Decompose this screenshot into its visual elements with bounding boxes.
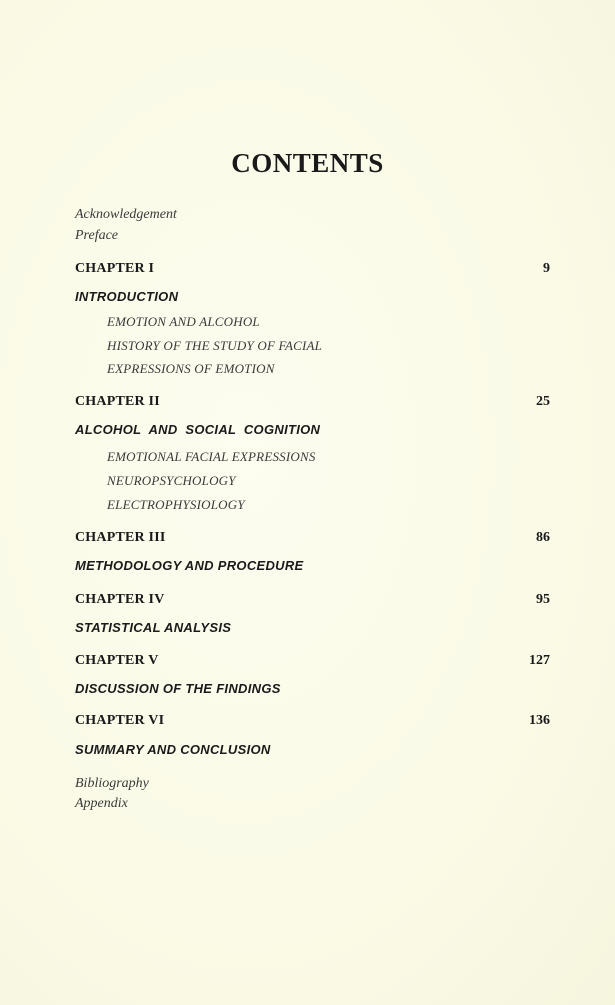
toc-chapter-4-page: 95: [536, 592, 550, 607]
toc-subsection[interactable]: HISTORY OF THE STUDY OF FACIAL: [107, 338, 323, 353]
toc-chapter-5-label[interactable]: CHAPTER V: [75, 653, 159, 668]
toc-chapter-3-heading[interactable]: METHODOLOGY AND PROCEDURE: [75, 558, 304, 573]
toc-chapter-4-heading[interactable]: STATISTICAL ANALYSIS: [75, 620, 232, 635]
toc-subsection[interactable]: ELECTROPHYSIOLOGY: [107, 497, 245, 512]
toc-chapter-1-label[interactable]: CHAPTER I: [75, 261, 155, 276]
toc-subsection[interactable]: EXPRESSIONS OF EMOTION: [107, 361, 275, 376]
toc-acknowledgement[interactable]: Acknowledgement: [75, 207, 177, 222]
toc-subsection[interactable]: NEUROPSYCHOLOGY: [107, 473, 236, 488]
page-title: CONTENTS: [231, 148, 384, 178]
toc-chapter-6-page: 136: [529, 713, 550, 728]
toc-appendix[interactable]: Appendix: [75, 796, 128, 811]
toc-chapter-2-page: 25: [536, 394, 550, 409]
toc-bibliography[interactable]: Bibliography: [75, 776, 149, 791]
toc-chapter-2-heading[interactable]: ALCOHOL AND SOCIAL COGNITION: [75, 422, 321, 437]
toc-chapter-4-label[interactable]: CHAPTER IV: [75, 592, 165, 607]
toc-chapter-3-page: 86: [536, 530, 550, 545]
toc-chapter-2-label[interactable]: CHAPTER II: [75, 394, 160, 409]
toc-chapter-1-page: 9: [543, 261, 550, 276]
toc-chapter-6-heading[interactable]: SUMMARY AND CONCLUSION: [75, 742, 271, 757]
toc-subsection[interactable]: EMOTIONAL FACIAL EXPRESSIONS: [107, 449, 316, 464]
toc-chapter-5-heading[interactable]: DISCUSSION OF THE FINDINGS: [75, 681, 281, 696]
toc-subsection[interactable]: EMOTION AND ALCOHOL: [107, 314, 260, 329]
toc-chapter-5-page: 127: [529, 653, 550, 668]
toc-chapter-3-label[interactable]: CHAPTER III: [75, 530, 166, 545]
toc-chapter-6-label[interactable]: CHAPTER VI: [75, 713, 165, 728]
toc-chapter-1-heading[interactable]: INTRODUCTION: [75, 289, 179, 304]
toc-preface[interactable]: Preface: [75, 228, 119, 243]
